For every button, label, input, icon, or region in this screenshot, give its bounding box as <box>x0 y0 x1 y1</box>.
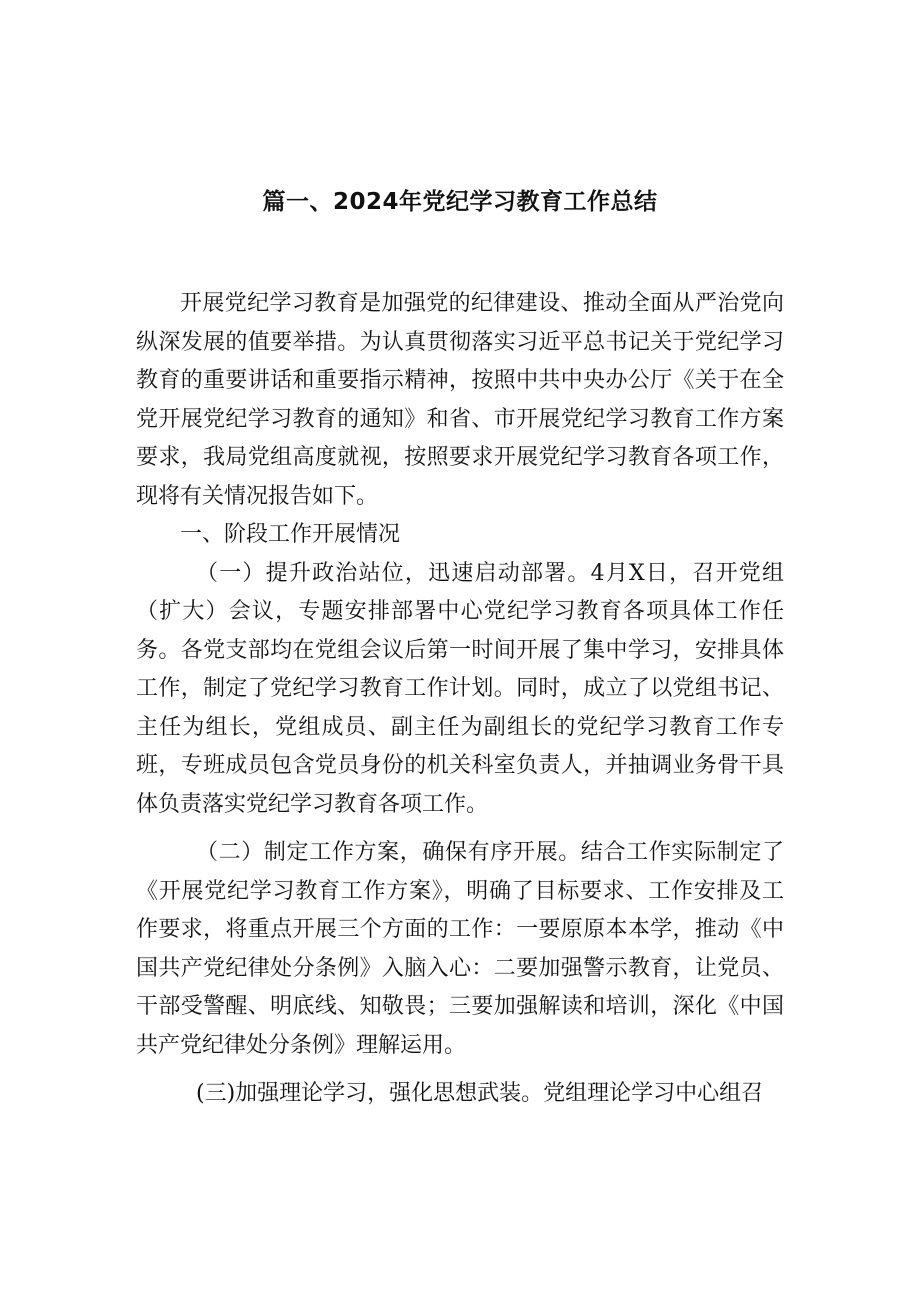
document-body <box>136 285 784 1114</box>
item-paragraph-3: (三)加强理论学习，强化思想武装。党组理论学习中心组召 <box>196 1081 764 1106</box>
intro-paragraph: 开展党纪学习教育是加强党的纪律建设、推动全面从严治党向纵深发展的值要举措。为认真贯彻落实习近平总书记关于党纪学习教育的重要讲话和重要指示精神，按照中共中央办公厅《关于在全党开展党纪学习教育的通知》和省、市开展党纪学习教育工作方案要求，我局党组高度就视，按照要求开展党纪学习教育各项工作，现将有关情况报告如下。 <box>136 291 784 509</box>
section-heading-1: 一、阶段工作开展情况 <box>180 522 401 547</box>
document-title: 篇一、2024年党纪学习教育工作总结 <box>262 189 658 215</box>
item-paragraph-2: （二）制定工作方案，确保有序开展。结合工作实际制定了《开展党纪学习教育工作方案》，明确了目标要求、工作安排及工作要求，将重点开展三个方面的工作：一要原原本本学，推动《中国共产党纪律处分条例》入脑入心：二要加强警示教育，让党员、干部受警醒、明底线、知敬畏；三要加强解读和培训，深化《中国共产党纪律处分条例》理解运用。 <box>136 840 784 1058</box>
item-paragraph-1: （一）提升政治站位，迅速启动部署。4月X日，召开党组（扩大）会议，专题安排部署中心党纪学习教育各项具体工作任务。各党支部均在党组会议后第一时间开展了集中学习，安排具体工作，制定了党纪学习教育工作计划。同时，成立了以党组书记、主任为组长，党组成员、副主任为副组长的党纪学习教育工作专班，专班成员包含党员身份的机关科室负责人，并抽调业务骨干具体负责落实党纪学习教育各项工作。 <box>136 560 784 817</box>
